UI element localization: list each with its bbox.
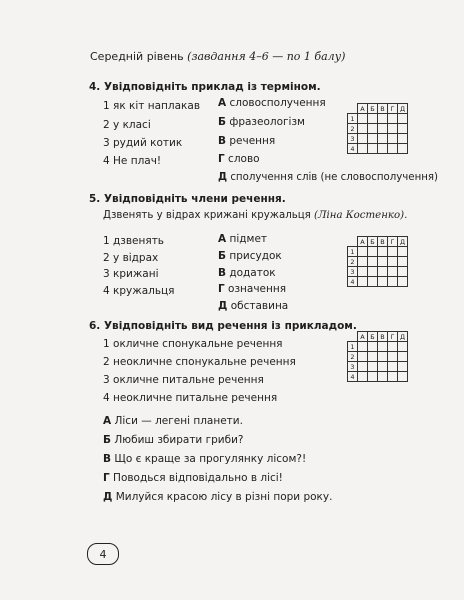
grid-answer-cell[interactable] <box>398 114 408 124</box>
grid-row-header: 1 <box>348 342 358 352</box>
grid-answer-cell[interactable] <box>378 134 388 144</box>
grid-answer-cell[interactable] <box>368 352 378 362</box>
grid-corner <box>348 104 358 114</box>
grid-answer-cell[interactable] <box>378 144 388 154</box>
grid-answer-cell[interactable] <box>378 372 388 382</box>
grid-row-header: 2 <box>348 257 358 267</box>
task5-title: 5. Увідповідніть члени речення. <box>89 193 286 205</box>
task5-answer-grid[interactable] <box>347 236 408 287</box>
grid-answer-cell[interactable] <box>358 257 368 267</box>
grid-answer-cell[interactable] <box>368 267 378 277</box>
grid-answer-cell[interactable] <box>388 372 398 382</box>
task6-option-d: Д Милуйся красою лісу в різні пори року. <box>103 491 333 503</box>
grid-row-header: 2 <box>348 124 358 134</box>
task5-option-d: Д обставина <box>218 300 289 312</box>
grid-answer-cell[interactable] <box>378 277 388 287</box>
grid-col-header: Б <box>368 104 378 114</box>
grid-answer-cell[interactable] <box>398 144 408 154</box>
task6-title: 6. Увідповідніть вид речення із прикладом. <box>89 320 357 332</box>
task5-left-1: 1 дзвенять <box>103 235 164 247</box>
grid-col-header: Г <box>388 332 398 342</box>
grid-answer-cell[interactable] <box>368 372 378 382</box>
level-title: Середній рівень <box>90 50 184 63</box>
grid-col-header: В <box>378 237 388 247</box>
task4-option-d: Д сполучення слів (не словосполучення) <box>218 172 438 183</box>
grid-answer-cell[interactable] <box>368 114 378 124</box>
grid-col-header: А <box>358 332 368 342</box>
grid-answer-cell[interactable] <box>368 144 378 154</box>
grid-col-header: Б <box>368 332 378 342</box>
grid-col-header: Д <box>398 104 408 114</box>
grid-row-header: 1 <box>348 247 358 257</box>
grid-answer-cell[interactable] <box>388 342 398 352</box>
task6-option-h: Г Поводься відповідально в лісі! <box>103 472 283 484</box>
grid-answer-cell[interactable] <box>378 247 388 257</box>
grid-col-header: В <box>378 332 388 342</box>
grid-answer-cell[interactable] <box>358 342 368 352</box>
task4-option-b: Б фразеологізм <box>218 116 305 128</box>
grid-answer-cell[interactable] <box>388 267 398 277</box>
task4-left-2: 2 у класі <box>103 119 151 131</box>
grid-col-header: Д <box>398 237 408 247</box>
grid-answer-cell[interactable] <box>398 124 408 134</box>
task5-left-2: 2 у відрах <box>103 252 159 264</box>
grid-answer-cell[interactable] <box>358 134 368 144</box>
task4-option-h: Г слово <box>218 153 260 165</box>
task5-option-v: В додаток <box>218 267 276 279</box>
level-note: (завдання 4–6 — по 1 балу) <box>187 50 346 63</box>
grid-answer-cell[interactable] <box>398 257 408 267</box>
task6-option-b: Б Любиш збирати гриби? <box>103 434 244 446</box>
grid-col-header: В <box>378 104 388 114</box>
task6-left-1: 1 окличне спонукальне речення <box>103 338 283 350</box>
grid-row-header: 4 <box>348 144 358 154</box>
grid-answer-cell[interactable] <box>388 144 398 154</box>
task5-option-h: Г означення <box>218 283 287 295</box>
task5-sentence: Дзвенять у відрах крижані кружальця (Ліна Костенко). <box>103 210 408 221</box>
grid-answer-cell[interactable] <box>368 134 378 144</box>
grid-answer-cell[interactable] <box>378 362 388 372</box>
page-number: 4 <box>87 543 119 565</box>
grid-answer-cell[interactable] <box>358 277 368 287</box>
grid-answer-cell[interactable] <box>358 124 368 134</box>
grid-answer-cell[interactable] <box>378 114 388 124</box>
task4-left-1: 1 як кіт наплакав <box>103 100 201 112</box>
task4-title: 4. Увідповідніть приклад із терміном. <box>89 81 321 93</box>
grid-answer-cell[interactable] <box>388 362 398 372</box>
grid-answer-cell[interactable] <box>368 277 378 287</box>
grid-col-header: А <box>358 237 368 247</box>
grid-answer-cell[interactable] <box>398 267 408 277</box>
task4-left-3: 3 рудий котик <box>103 137 183 149</box>
grid-answer-cell[interactable] <box>358 362 368 372</box>
grid-corner <box>348 332 358 342</box>
grid-answer-cell[interactable] <box>398 342 408 352</box>
grid-answer-cell[interactable] <box>368 124 378 134</box>
grid-row-header: 1 <box>348 114 358 124</box>
grid-answer-cell[interactable] <box>358 267 368 277</box>
grid-answer-cell[interactable] <box>368 362 378 372</box>
grid-answer-cell[interactable] <box>398 372 408 382</box>
task6-left-4: 4 неокличне питальне речення <box>103 392 278 404</box>
grid-answer-cell[interactable] <box>388 124 398 134</box>
grid-row-header: 4 <box>348 372 358 382</box>
level-heading <box>90 50 345 63</box>
task5-option-b: Б присудок <box>218 250 282 262</box>
grid-answer-cell[interactable] <box>398 134 408 144</box>
grid-answer-cell[interactable] <box>378 342 388 352</box>
grid-answer-cell[interactable] <box>358 352 368 362</box>
grid-answer-cell[interactable] <box>388 247 398 257</box>
grid-answer-cell[interactable] <box>368 247 378 257</box>
task6-answer-grid[interactable] <box>347 331 408 382</box>
grid-answer-cell[interactable] <box>378 267 388 277</box>
task4-option-v: В речення <box>218 135 276 147</box>
task4-left-4: 4 Не плач! <box>103 155 162 167</box>
grid-answer-cell[interactable] <box>368 257 378 267</box>
grid-row-header: 2 <box>348 352 358 362</box>
grid-answer-cell[interactable] <box>358 114 368 124</box>
grid-row-header: 3 <box>348 134 358 144</box>
grid-col-header: Д <box>398 332 408 342</box>
grid-answer-cell[interactable] <box>358 372 368 382</box>
grid-answer-cell[interactable] <box>368 342 378 352</box>
grid-row-header: 3 <box>348 267 358 277</box>
grid-col-header: Б <box>368 237 378 247</box>
task5-option-a: А підмет <box>218 233 268 245</box>
grid-answer-cell[interactable] <box>398 362 408 372</box>
grid-col-header: А <box>358 104 368 114</box>
grid-answer-cell[interactable] <box>378 257 388 267</box>
grid-col-header: Г <box>388 104 398 114</box>
grid-answer-cell[interactable] <box>398 277 408 287</box>
grid-answer-cell[interactable] <box>358 144 368 154</box>
grid-answer-cell[interactable] <box>398 352 408 362</box>
grid-answer-cell[interactable] <box>358 247 368 257</box>
grid-col-header: Г <box>388 237 398 247</box>
grid-corner <box>348 237 358 247</box>
grid-answer-cell[interactable] <box>388 352 398 362</box>
task4-option-a: А словосполучення <box>218 97 326 109</box>
grid-answer-cell[interactable] <box>388 257 398 267</box>
grid-answer-cell[interactable] <box>378 124 388 134</box>
task6-left-2: 2 неокличне спонукальне речення <box>103 356 296 368</box>
task5-left-4: 4 кружальця <box>103 285 175 297</box>
grid-answer-cell[interactable] <box>388 277 398 287</box>
grid-row-header: 4 <box>348 277 358 287</box>
task6-option-v: В Що є краще за прогулянку лісом?! <box>103 453 307 465</box>
task6-option-a: А Ліси — легені планети. <box>103 415 243 427</box>
grid-answer-cell[interactable] <box>388 114 398 124</box>
task4-answer-grid[interactable] <box>347 103 408 154</box>
grid-answer-cell[interactable] <box>398 247 408 257</box>
grid-answer-cell[interactable] <box>378 352 388 362</box>
grid-answer-cell[interactable] <box>388 134 398 144</box>
task6-left-3: 3 окличне питальне речення <box>103 374 264 386</box>
task5-left-3: 3 крижані <box>103 268 159 280</box>
grid-row-header: 3 <box>348 362 358 372</box>
